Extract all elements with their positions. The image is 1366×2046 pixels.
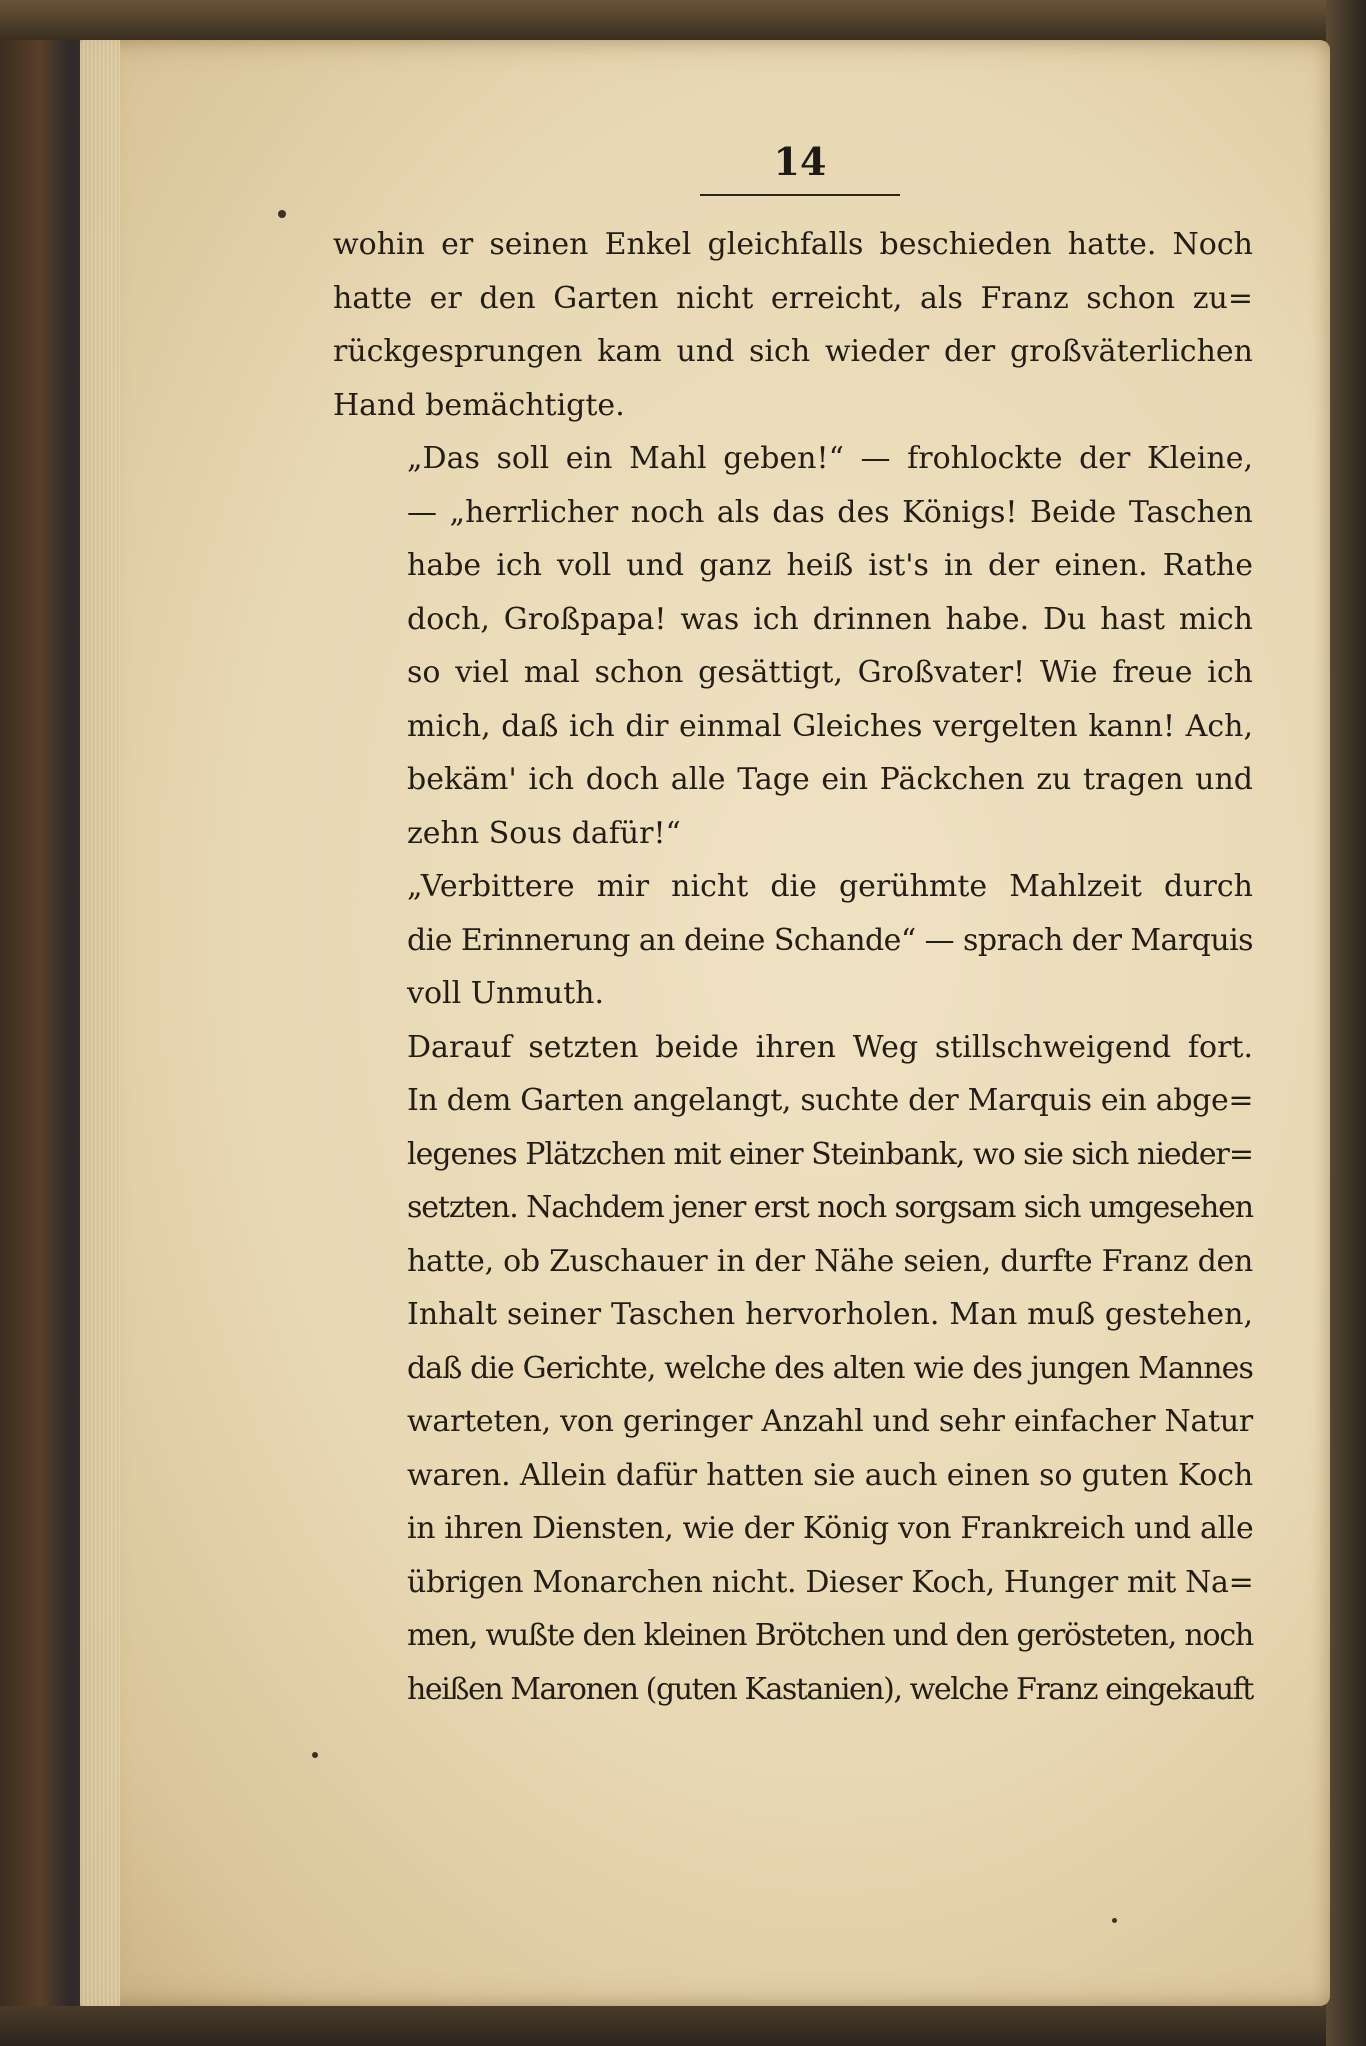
text-line: warteten, von geringer Anzahl und sehr einfacher Natur <box>407 1404 1253 1439</box>
text-line: In dem Garten angelangt, suchte der Marquis ein abge= <box>407 1083 1254 1118</box>
text-line: men, wußte den kleinen Brötchen und den gerösteten, noch <box>407 1618 1253 1653</box>
text-line: bekäm' ich doch alle Tage ein Päckchen zu tragen und <box>407 762 1253 797</box>
ink-speck <box>312 1752 318 1758</box>
book-cover-bottom <box>0 2006 1366 2046</box>
body-text <box>333 218 1253 1716</box>
text-line: wohin er seinen Enkel gleichfalls beschieden hatte. Noch <box>333 227 1253 262</box>
book-cover-top <box>0 0 1366 40</box>
text-line: heißen Maronen (guten Kastanien), welche Franz eingekauft <box>407 1671 1253 1707</box>
ink-speck <box>278 210 286 218</box>
page-edges <box>80 40 120 2006</box>
text-line: in ihren Diensten, wie der König von Frankreich und alle <box>407 1511 1254 1546</box>
text-line: Hand bemächtigte. <box>333 387 625 423</box>
text-line: Inhalt seiner Taschen hervorholen. Man muß gestehen, <box>407 1297 1253 1332</box>
text-line: habe ich voll und ganz heiß ist's in der einen. Rathe <box>407 548 1253 583</box>
text-line: voll Unmuth. <box>407 976 605 1011</box>
text-line: übrigen Monarchen nicht. Dieser Koch, Hunger mit Na= <box>407 1564 1254 1600</box>
text-line: — „herrlicher noch als das des Königs! Beide Taschen <box>407 494 1253 530</box>
paragraph <box>333 860 1253 1021</box>
text-line: legenes Plätzchen mit einer Steinbank, wo sie sich nieder= <box>407 1136 1253 1172</box>
text-line: hatte, ob Zuschauer in der Nähe seien, durfte Franz den <box>407 1243 1253 1279</box>
text-line: doch, Großpapa! was ich drinnen habe. Du hast mich <box>407 601 1253 637</box>
paragraph <box>333 432 1253 860</box>
text-line: daß die Gerichte, welche des alten wie des jungen Mannes <box>407 1350 1253 1386</box>
paragraph <box>333 1021 1253 1717</box>
page-number: 14 <box>773 139 827 184</box>
text-line: waren. Allein dafür hatten sie auch einen so guten Koch <box>407 1457 1253 1493</box>
text-line: Darauf setzten beide ihren Weg stillschweigend fort. <box>407 1029 1253 1065</box>
text-line: rückgesprungen kam und sich wieder der großväterlichen <box>333 334 1253 369</box>
page-number-header <box>700 140 900 200</box>
paragraph <box>333 218 1253 432</box>
text-line: mich, daß ich dir einmal Gleiches vergelten kann! Ach, <box>407 708 1253 744</box>
text-line: die Erinnerung an deine Schande“ — sprach der Marquis <box>407 922 1253 958</box>
text-line: so viel mal schon gesättigt, Großvater! Wie freue ich <box>407 655 1253 690</box>
header-rule <box>700 194 900 196</box>
text-line: „Verbittere mir nicht die gerühmte Mahlzeit durch <box>407 869 1253 904</box>
text-line: setzten. Nachdem jener erst noch sorgsam sich umgesehen <box>407 1190 1253 1225</box>
book-cover-right <box>1326 0 1366 2046</box>
ink-speck <box>1112 1918 1117 1923</box>
text-line: „Das soll ein Mahl geben!“ — frohlockte der Kleine, <box>407 441 1253 476</box>
text-line: hatte er den Garten nicht erreicht, als Franz schon zu= <box>333 280 1253 316</box>
text-line: zehn Sous dafür!“ <box>407 815 681 851</box>
